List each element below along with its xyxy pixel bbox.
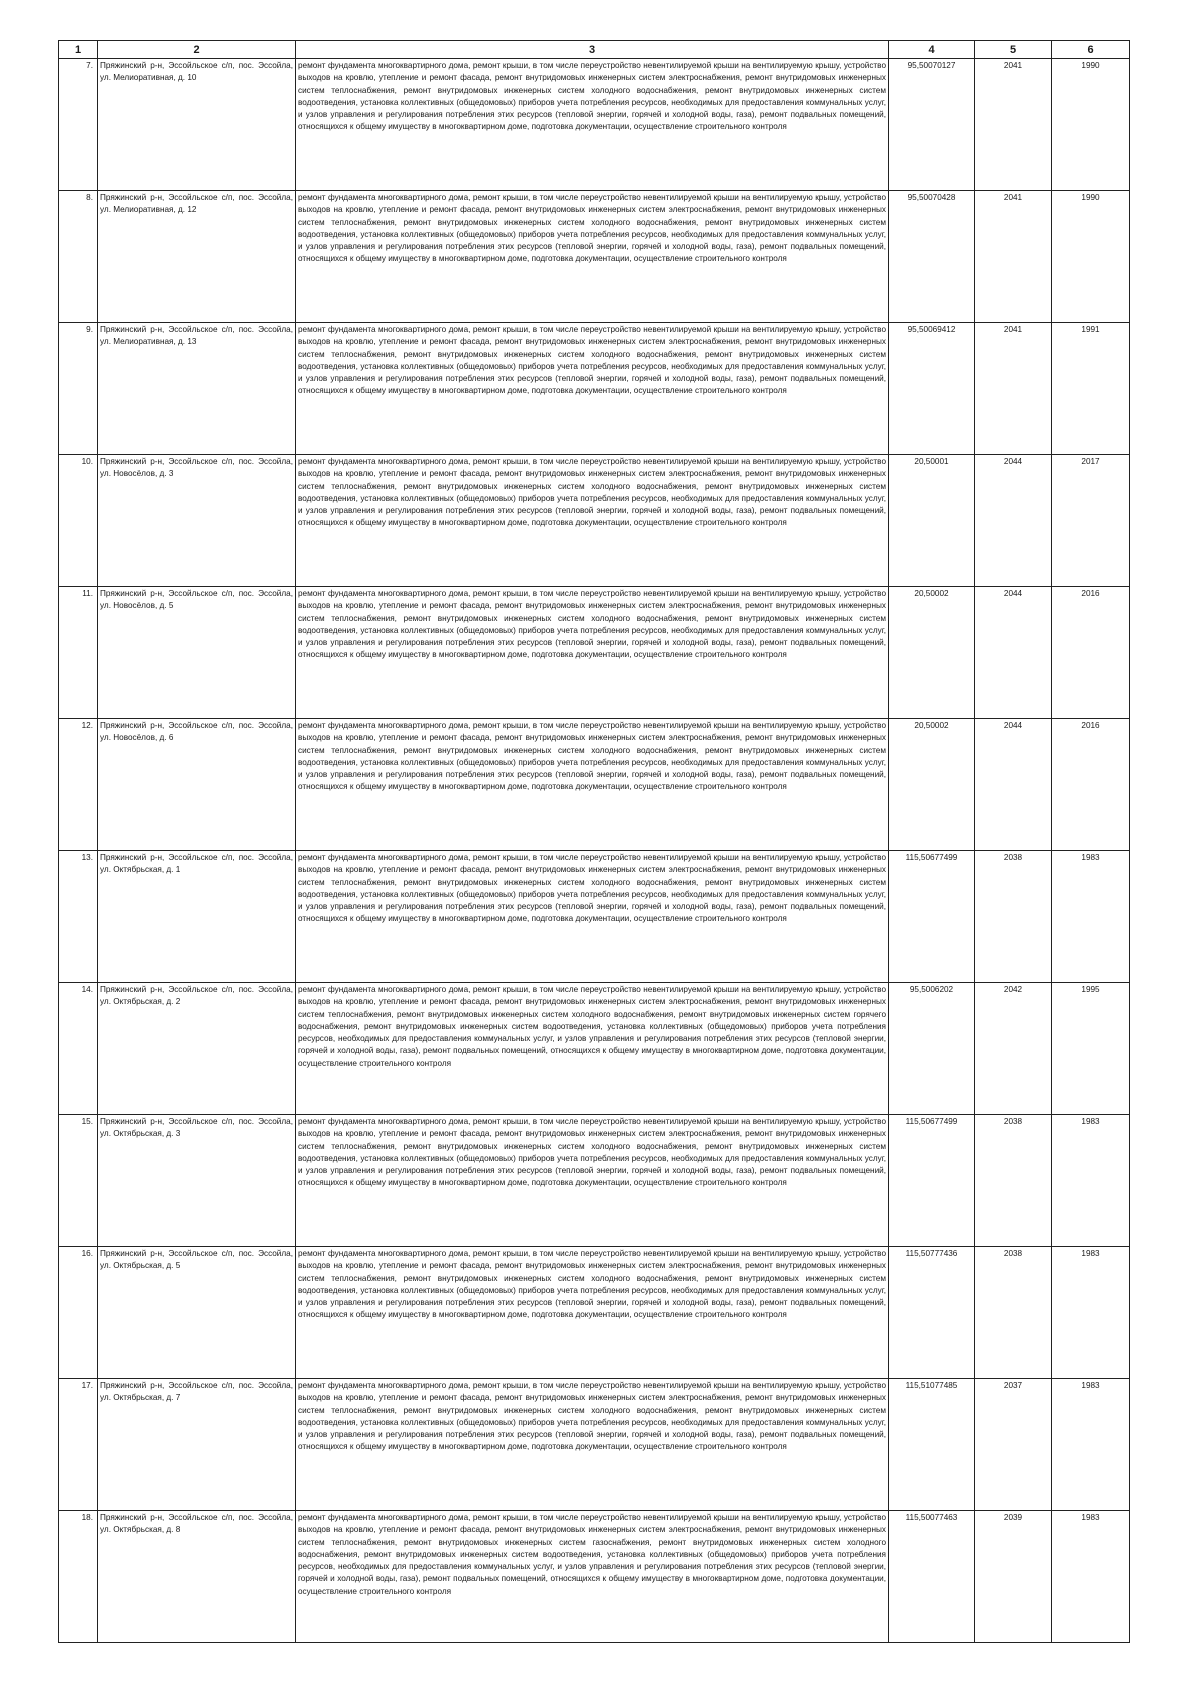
- row-col5-year: 2044: [975, 587, 1052, 719]
- header-row: [59, 41, 1130, 59]
- row-address: Пряжинский р-н, Эссойльское с/п, пос. Эссойла, ул. Октябрьская, д. 3: [98, 1115, 296, 1247]
- row-number: 7.: [59, 59, 98, 191]
- row-number: 9.: [59, 323, 98, 455]
- row-col4-value: 20,50001: [889, 455, 975, 587]
- row-col4-value: 115,50677499: [889, 1115, 975, 1247]
- row-number: 15.: [59, 1115, 98, 1247]
- row-col5-year: 2044: [975, 455, 1052, 587]
- table-row: [59, 1115, 1130, 1247]
- row-col4-value: 20,50002: [889, 719, 975, 851]
- row-address: Пряжинский р-н, Эссойльское с/п, пос. Эссойла, ул. Мелиоративная, д. 12: [98, 191, 296, 323]
- row-works: ремонт фундамента многоквартирного дома, ремонт крыши, в том числе переустройство невентилируемой крыши на вентилируемую крышу, устройство выходов на кровлю, утепление и ремонт фасада, ремонт внутридомовых инженерных систем электроснабжения, ремонт внутридомовых инженерных систем теплоснабжения, ремонт внутридомовых инженерных систем холодного водоснабжения, ремонт внутридомовых инженерных систем горячего водоснабжения, ремонт внутридомовых инженерных систем водоотведения, установка коллективных (общедомовых) приборов учета потребления ресурсов, необходимых для предоставления коммунальных услуг, и узлов управления и регулирования потребления этих ресурсов (тепловой энергии, горячей и холодной воды, газа), ремонт подвальных помещений, относящихся к общему имуществу в многоквартирном доме, подготовка документации, осуществление строительного контроля: [296, 983, 889, 1115]
- row-number: 14.: [59, 983, 98, 1115]
- table-row: [59, 983, 1130, 1115]
- header-col-4: 4: [889, 41, 975, 59]
- row-col5-year: 2044: [975, 719, 1052, 851]
- row-works: ремонт фундамента многоквартирного дома, ремонт крыши, в том числе переустройство невентилируемой крыши на вентилируемую крышу, устройство выходов на кровлю, утепление и ремонт фасада, ремонт внутридомовых инженерных систем электроснабжения, ремонт внутридомовых инженерных систем теплоснабжения, ремонт внутридомовых инженерных систем холодного водоснабжения, ремонт внутридомовых инженерных систем водоотведения, установка коллективных (общедомовых) приборов учета потребления ресурсов, необходимых для предоставления коммунальных услуг, и узлов управления и регулирования потребления этих ресурсов (тепловой энергии, горячей и холодной воды, газа), ремонт подвальных помещений, относящихся к общему имуществу в многоквартирном доме, подготовка документации, осуществление строительного контроля: [296, 851, 889, 983]
- table-header: [59, 41, 1130, 59]
- row-works: ремонт фундамента многоквартирного дома, ремонт крыши, в том числе переустройство невентилируемой крыши на вентилируемую крышу, устройство выходов на кровлю, утепление и ремонт фасада, ремонт внутридомовых инженерных систем электроснабжения, ремонт внутридомовых инженерных систем теплоснабжения, ремонт внутридомовых инженерных систем газоснабжения, ремонт внутридомовых инженерных систем холодного водоснабжения, ремонт внутридомовых инженерных систем водоотведения, установка коллективных (общедомовых) приборов учета потребления ресурсов, необходимых для предоставления коммунальных услуг, и узлов управления и регулирования потребления этих ресурсов (тепловой энергии, горячей и холодной воды, газа), ремонт подвальных помещений, относящихся к общему имуществу в многоквартирном доме, подготовка документации, осуществление строительного контроля: [296, 1511, 889, 1643]
- row-col6-year: 1983: [1052, 851, 1130, 983]
- row-col4-value: 95,50070428: [889, 191, 975, 323]
- housing-repair-table: [58, 40, 1130, 1643]
- row-col4-value: 115,50777436: [889, 1247, 975, 1379]
- row-number: 17.: [59, 1379, 98, 1511]
- row-col5-year: 2038: [975, 1115, 1052, 1247]
- row-col4-value: 115,51077485: [889, 1379, 975, 1511]
- row-col6-year: 1995: [1052, 983, 1130, 1115]
- table-row: [59, 851, 1130, 983]
- row-number: 8.: [59, 191, 98, 323]
- row-col6-year: 1983: [1052, 1379, 1130, 1511]
- row-number: 10.: [59, 455, 98, 587]
- row-col5-year: 2042: [975, 983, 1052, 1115]
- row-col5-year: 2041: [975, 323, 1052, 455]
- row-address: Пряжинский р-н, Эссойльское с/п, пос. Эссойла, ул. Октябрьская, д. 1: [98, 851, 296, 983]
- row-col6-year: 1983: [1052, 1511, 1130, 1643]
- row-works: ремонт фундамента многоквартирного дома, ремонт крыши, в том числе переустройство невентилируемой крыши на вентилируемую крышу, устройство выходов на кровлю, утепление и ремонт фасада, ремонт внутридомовых инженерных систем электроснабжения, ремонт внутридомовых инженерных систем теплоснабжения, ремонт внутридомовых инженерных систем холодного водоснабжения, ремонт внутридомовых инженерных систем водоотведения, установка коллективных (общедомовых) приборов учета потребления ресурсов, необходимых для предоставления коммунальных услуг, и узлов управления и регулирования потребления этих ресурсов (тепловой энергии, горячей и холодной воды, газа), ремонт подвальных помещений, относящихся к общему имуществу в многоквартирном доме, подготовка документации, осуществление строительного контроля: [296, 1247, 889, 1379]
- row-address: Пряжинский р-н, Эссойльское с/п, пос. Эссойла, ул. Новосёлов, д. 3: [98, 455, 296, 587]
- table-row: [59, 587, 1130, 719]
- header-col-5: 5: [975, 41, 1052, 59]
- row-address: Пряжинский р-н, Эссойльское с/п, пос. Эссойла, ул. Мелиоративная, д. 10: [98, 59, 296, 191]
- row-number: 18.: [59, 1511, 98, 1643]
- table-row: [59, 1379, 1130, 1511]
- row-col5-year: 2039: [975, 1511, 1052, 1643]
- row-address: Пряжинский р-н, Эссойльское с/п, пос. Эссойла, ул. Октябрьская, д. 8: [98, 1511, 296, 1643]
- row-col6-year: 1983: [1052, 1115, 1130, 1247]
- row-col4-value: 95,50070127: [889, 59, 975, 191]
- row-address: Пряжинский р-н, Эссойльское с/п, пос. Эссойла, ул. Октябрьская, д. 7: [98, 1379, 296, 1511]
- row-address: Пряжинский р-н, Эссойльское с/п, пос. Эссойла, ул. Мелиоративная, д. 13: [98, 323, 296, 455]
- row-number: 13.: [59, 851, 98, 983]
- header-col-6: 6: [1052, 41, 1130, 59]
- row-col6-year: 1983: [1052, 1247, 1130, 1379]
- row-address: Пряжинский р-н, Эссойльское с/п, пос. Эссойла, ул. Новосёлов, д. 6: [98, 719, 296, 851]
- row-col6-year: 2016: [1052, 719, 1130, 851]
- row-col6-year: 1990: [1052, 59, 1130, 191]
- header-col-1: 1: [59, 41, 98, 59]
- header-col-2: 2: [98, 41, 296, 59]
- row-works: ремонт фундамента многоквартирного дома, ремонт крыши, в том числе переустройство невентилируемой крыши на вентилируемую крышу, устройство выходов на кровлю, утепление и ремонт фасада, ремонт внутридомовых инженерных систем электроснабжения, ремонт внутридомовых инженерных систем теплоснабжения, ремонт внутридомовых инженерных систем холодного водоснабжения, ремонт внутридомовых инженерных систем водоотведения, установка коллективных (общедомовых) приборов учета потребления ресурсов, необходимых для предоставления коммунальных услуг, и узлов управления и регулирования потребления этих ресурсов (тепловой энергии, горячей и холодной воды, газа), ремонт подвальных помещений, относящихся к общему имуществу в многоквартирном доме, подготовка документации, осуществление строительного контроля: [296, 1379, 889, 1511]
- row-col4-value: 20,50002: [889, 587, 975, 719]
- row-col5-year: 2037: [975, 1379, 1052, 1511]
- row-col5-year: 2041: [975, 59, 1052, 191]
- row-col5-year: 2038: [975, 1247, 1052, 1379]
- row-number: 12.: [59, 719, 98, 851]
- table-row: [59, 719, 1130, 851]
- row-works: ремонт фундамента многоквартирного дома, ремонт крыши, в том числе переустройство невентилируемой крыши на вентилируемую крышу, устройство выходов на кровлю, утепление и ремонт фасада, ремонт внутридомовых инженерных систем электроснабжения, ремонт внутридомовых инженерных систем теплоснабжения, ремонт внутридомовых инженерных систем холодного водоснабжения, ремонт внутридомовых инженерных систем водоотведения, установка коллективных (общедомовых) приборов учета потребления ресурсов, необходимых для предоставления коммунальных услуг, и узлов управления и регулирования потребления этих ресурсов (тепловой энергии, горячей и холодной воды, газа), ремонт подвальных помещений, относящихся к общему имуществу в многоквартирном доме, подготовка документации, осуществление строительного контроля: [296, 191, 889, 323]
- table-row: [59, 191, 1130, 323]
- row-address: Пряжинский р-н, Эссойльское с/п, пос. Эссойла, ул. Октябрьская, д. 2: [98, 983, 296, 1115]
- row-works: ремонт фундамента многоквартирного дома, ремонт крыши, в том числе переустройство невентилируемой крыши на вентилируемую крышу, устройство выходов на кровлю, утепление и ремонт фасада, ремонт внутридомовых инженерных систем электроснабжения, ремонт внутридомовых инженерных систем теплоснабжения, ремонт внутридомовых инженерных систем холодного водоснабжения, ремонт внутридомовых инженерных систем водоотведения, установка коллективных (общедомовых) приборов учета потребления ресурсов, необходимых для предоставления коммунальных услуг, и узлов управления и регулирования потребления этих ресурсов (тепловой энергии, горячей и холодной воды, газа), ремонт подвальных помещений, относящихся к общему имуществу в многоквартирном доме, подготовка документации, осуществление строительного контроля: [296, 59, 889, 191]
- table-row: [59, 1247, 1130, 1379]
- row-col4-value: 95,50069412: [889, 323, 975, 455]
- table-row: [59, 455, 1130, 587]
- row-col6-year: 2016: [1052, 587, 1130, 719]
- table-row: [59, 323, 1130, 455]
- table-body: [59, 59, 1130, 1643]
- row-works: ремонт фундамента многоквартирного дома, ремонт крыши, в том числе переустройство невентилируемой крыши на вентилируемую крышу, устройство выходов на кровлю, утепление и ремонт фасада, ремонт внутридомовых инженерных систем электроснабжения, ремонт внутридомовых инженерных систем теплоснабжения, ремонт внутридомовых инженерных систем холодного водоснабжения, ремонт внутридомовых инженерных систем водоотведения, установка коллективных (общедомовых) приборов учета потребления ресурсов, необходимых для предоставления коммунальных услуг, и узлов управления и регулирования потребления этих ресурсов (тепловой энергии, горячей и холодной воды, газа), ремонт подвальных помещений, относящихся к общему имуществу в многоквартирном доме, подготовка документации, осуществление строительного контроля: [296, 1115, 889, 1247]
- row-number: 11.: [59, 587, 98, 719]
- row-col4-value: 95,5006202: [889, 983, 975, 1115]
- row-works: ремонт фундамента многоквартирного дома, ремонт крыши, в том числе переустройство невентилируемой крыши на вентилируемую крышу, устройство выходов на кровлю, утепление и ремонт фасада, ремонт внутридомовых инженерных систем электроснабжения, ремонт внутридомовых инженерных систем теплоснабжения, ремонт внутридомовых инженерных систем холодного водоснабжения, ремонт внутридомовых инженерных систем водоотведения, установка коллективных (общедомовых) приборов учета потребления ресурсов, необходимых для предоставления коммунальных услуг, и узлов управления и регулирования потребления этих ресурсов (тепловой энергии, горячей и холодной воды, газа), ремонт подвальных помещений, относящихся к общему имуществу в многоквартирном доме, подготовка документации, осуществление строительного контроля: [296, 455, 889, 587]
- row-address: Пряжинский р-н, Эссойльское с/п, пос. Эссойла, ул. Октябрьская, д. 5: [98, 1247, 296, 1379]
- row-col5-year: 2041: [975, 191, 1052, 323]
- row-works: ремонт фундамента многоквартирного дома, ремонт крыши, в том числе переустройство невентилируемой крыши на вентилируемую крышу, устройство выходов на кровлю, утепление и ремонт фасада, ремонт внутридомовых инженерных систем электроснабжения, ремонт внутридомовых инженерных систем теплоснабжения, ремонт внутридомовых инженерных систем холодного водоснабжения, ремонт внутридомовых инженерных систем водоотведения, установка коллективных (общедомовых) приборов учета потребления ресурсов, необходимых для предоставления коммунальных услуг, и узлов управления и регулирования потребления этих ресурсов (тепловой энергии, горячей и холодной воды, газа), ремонт подвальных помещений, относящихся к общему имуществу в многоквартирном доме, подготовка документации, осуществление строительного контроля: [296, 587, 889, 719]
- row-works: ремонт фундамента многоквартирного дома, ремонт крыши, в том числе переустройство невентилируемой крыши на вентилируемую крышу, устройство выходов на кровлю, утепление и ремонт фасада, ремонт внутридомовых инженерных систем электроснабжения, ремонт внутридомовых инженерных систем теплоснабжения, ремонт внутридомовых инженерных систем холодного водоснабжения, ремонт внутридомовых инженерных систем водоотведения, установка коллективных (общедомовых) приборов учета потребления ресурсов, необходимых для предоставления коммунальных услуг, и узлов управления и регулирования потребления этих ресурсов (тепловой энергии, горячей и холодной воды, газа), ремонт подвальных помещений, относящихся к общему имуществу в многоквартирном доме, подготовка документации, осуществление строительного контроля: [296, 719, 889, 851]
- row-col6-year: 1991: [1052, 323, 1130, 455]
- header-col-3: 3: [296, 41, 889, 59]
- row-col4-value: 115,50077463: [889, 1511, 975, 1643]
- row-works: ремонт фундамента многоквартирного дома, ремонт крыши, в том числе переустройство невентилируемой крыши на вентилируемую крышу, устройство выходов на кровлю, утепление и ремонт фасада, ремонт внутридомовых инженерных систем электроснабжения, ремонт внутридомовых инженерных систем теплоснабжения, ремонт внутридомовых инженерных систем холодного водоснабжения, ремонт внутридомовых инженерных систем водоотведения, установка коллективных (общедомовых) приборов учета потребления ресурсов, необходимых для предоставления коммунальных услуг, и узлов управления и регулирования потребления этих ресурсов (тепловой энергии, горячей и холодной воды, газа), ремонт подвальных помещений, относящихся к общему имуществу в многоквартирном доме, подготовка документации, осуществление строительного контроля: [296, 323, 889, 455]
- table-row: [59, 1511, 1130, 1643]
- row-col5-year: 2038: [975, 851, 1052, 983]
- row-number: 16.: [59, 1247, 98, 1379]
- row-col4-value: 115,50677499: [889, 851, 975, 983]
- row-col6-year: 2017: [1052, 455, 1130, 587]
- row-address: Пряжинский р-н, Эссойльское с/п, пос. Эссойла, ул. Новосёлов, д. 5: [98, 587, 296, 719]
- table-row: [59, 59, 1130, 191]
- row-col6-year: 1990: [1052, 191, 1130, 323]
